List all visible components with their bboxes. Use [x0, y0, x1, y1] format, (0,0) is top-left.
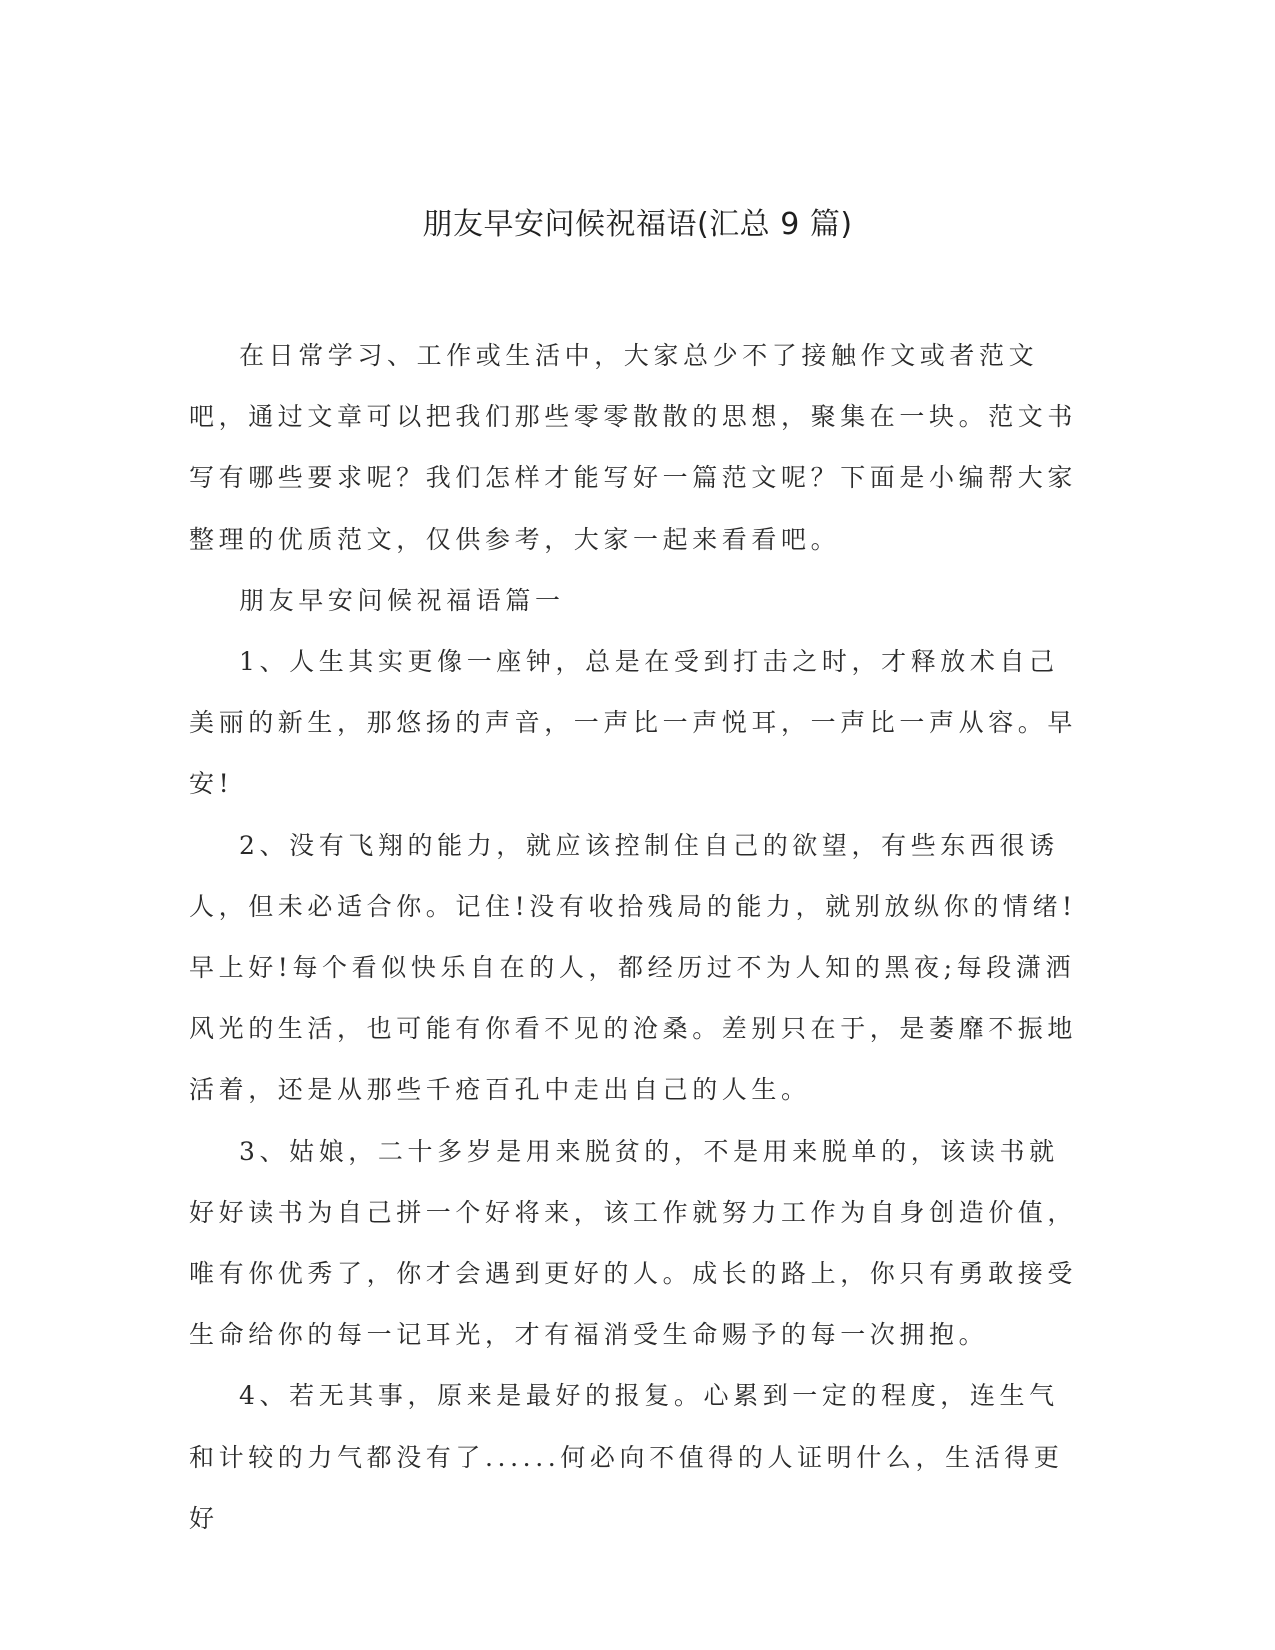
intro-paragraph: 在日常学习、工作或生活中，大家总少不了接触作文或者范文吧，通过文章可以把我们那些零零散散的思想，聚集在一块。范文书写有哪些要求呢？我们怎样才能写好一篇范文呢？下面是小编帮大家整理的优质范文，仅供参考，大家一起来看看吧。: [189, 341, 1078, 554]
wish-item-3: 3、姑娘，二十多岁是用来脱贫的，不是用来脱单的，该读书就好好读书为自己拼一个好将来，该工作就努力工作为自身创造价值，唯有你优秀了，你才会遇到更好的人。成长的路上，你只有勇敢接受生命给你的每一记耳光，才有福消受生命赐予的每一次拥抱。: [189, 1136, 1078, 1350]
wish-item-2: 2、没有飞翔的能力，就应该控制住自己的欲望，有些东西很诱人，但未必适合你。记住!没有收拾残局的能力，就别放纵你的情绪!早上好!每个看似快乐自在的人，都经历过不为人知的黑夜;每段潇洒风光的生活，也可能有你看不见的沧桑。差别只在于，是萎靡不振地活着，还是从那些千疮百孔中走出自己的人生。: [189, 830, 1078, 1105]
section-heading: 朋友早安问候祝福语篇一: [239, 585, 565, 615]
wish-item-4: 4、若无其事，原来是最好的报复。心累到一定的程度，连生气和计较的力气都没有了......何必向不值得的人证明什么，生活得更好: [189, 1381, 1064, 1533]
document-title: 朋友早安问候祝福语(汇总 9 篇): [422, 207, 853, 242]
document-body: [189, 325, 1079, 1549]
wish-item-1: 1、人生其实更像一座钟，总是在受到打击之时，才释放术自己美丽的新生，那悠扬的声音，一声比一声悦耳，一声比一声从容。早安!: [189, 647, 1078, 799]
